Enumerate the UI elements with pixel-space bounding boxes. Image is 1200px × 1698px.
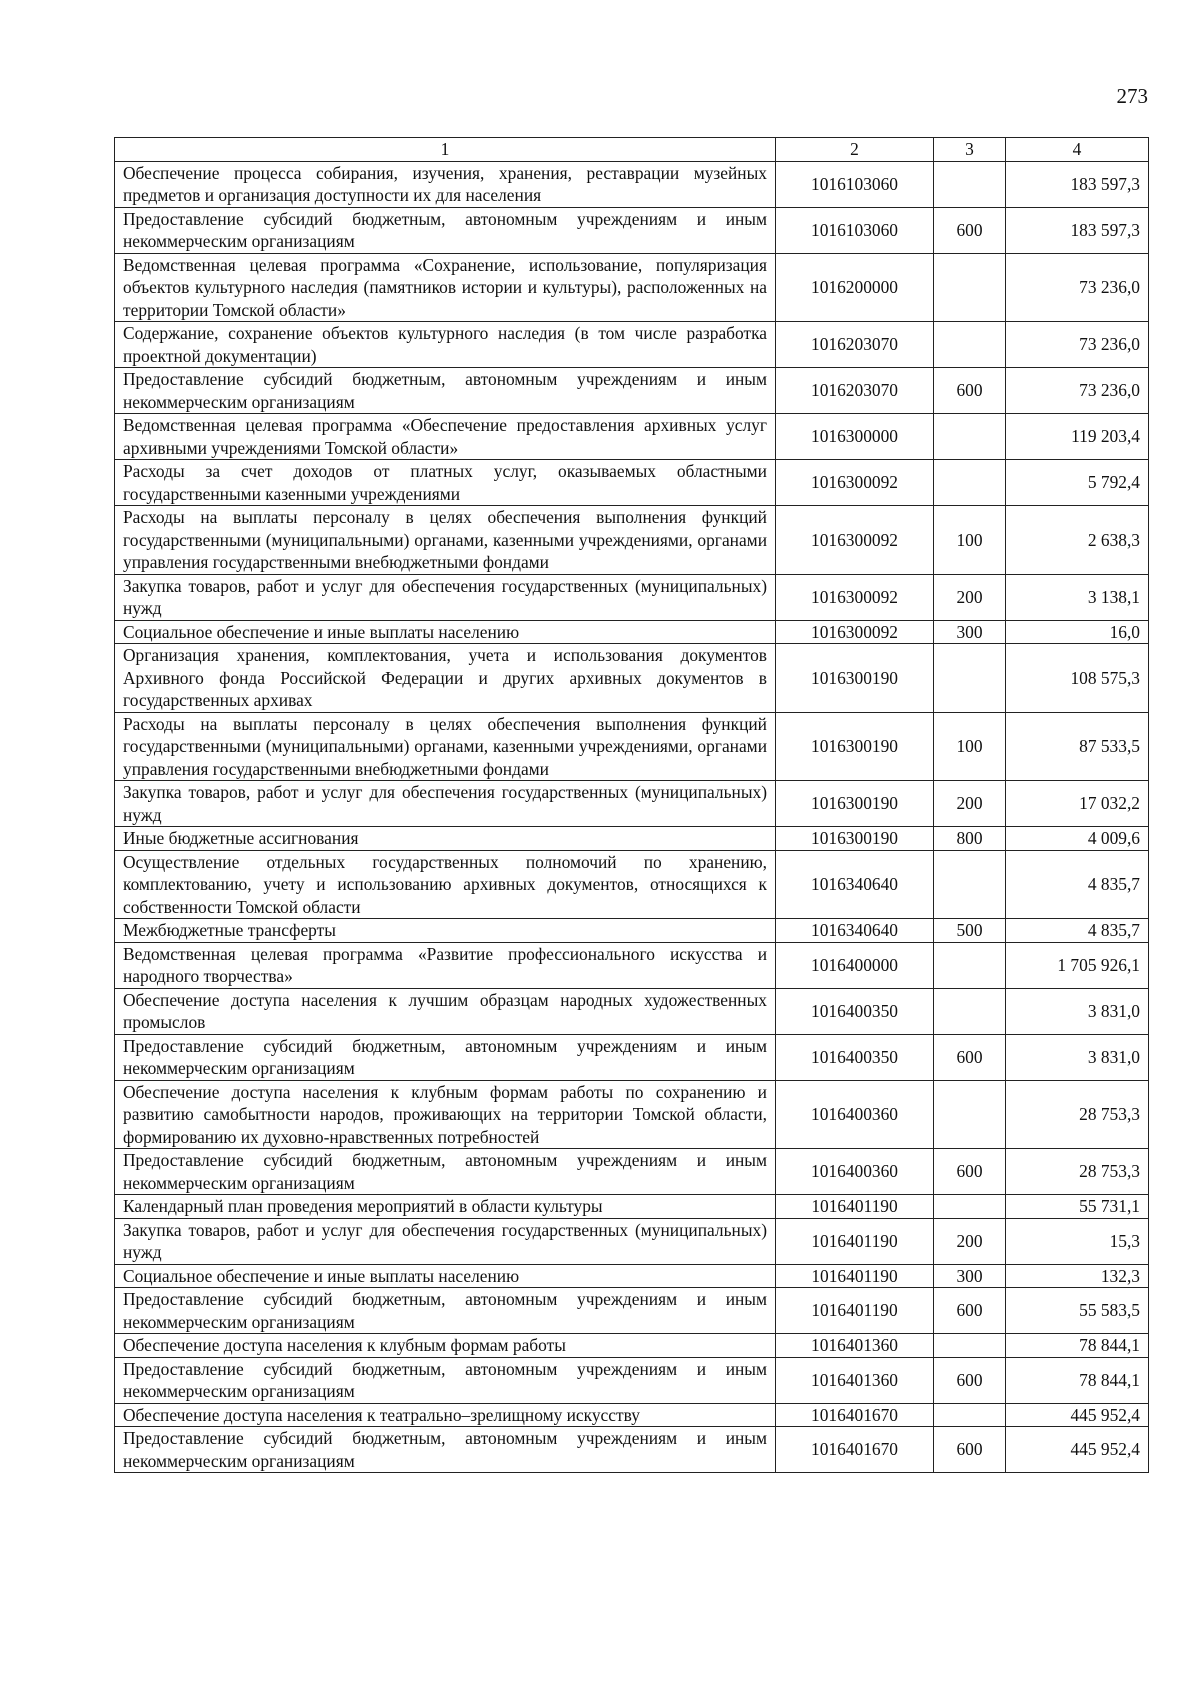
row-amount-cell: 119 203,4 [1006,414,1149,460]
row-code-cell: 1016300092 [776,620,934,644]
row-amount-cell: 108 575,3 [1006,644,1149,713]
row-amount-cell: 445 952,4 [1006,1427,1149,1473]
row-name-cell: Расходы на выплаты персоналу в целях обеспечения выполнения функций государственными (муниципальными) органами, казенными учреждениями, органами управления государственными внебюджетными фондами [115,506,776,575]
row-code-cell: 1016340640 [776,850,934,919]
row-code-cell: 1016300000 [776,414,934,460]
table-row [115,253,1149,322]
column-header-1: 1 [115,138,776,162]
row-type-cell: 600 [934,1357,1006,1403]
table-row [115,506,1149,575]
row-amount-cell: 4 835,7 [1006,919,1149,943]
row-type-cell: 300 [934,1264,1006,1288]
table-row [115,988,1149,1034]
row-code-cell: 1016300092 [776,506,934,575]
row-name-cell: Расходы за счет доходов от платных услуг, оказываемых областными государственными казенными учреждениями [115,460,776,506]
row-amount-cell: 3 831,0 [1006,988,1149,1034]
table-row [115,1288,1149,1334]
column-header-3: 3 [934,138,1006,162]
row-name-cell: Расходы на выплаты персоналу в целях обеспечения выполнения функций государственными (муниципальными) органами, казенными учреждениями, органами управления государственными внебюджетными фондами [115,712,776,781]
row-amount-cell: 1 705 926,1 [1006,942,1149,988]
row-code-cell: 1016401360 [776,1334,934,1358]
row-type-cell [934,850,1006,919]
row-code-cell: 1016203070 [776,368,934,414]
row-name-cell: Осуществление отдельных государственных полномочий по хранению, комплектованию, учету и использованию архивных документов, относящихся к собственности Томской области [115,850,776,919]
table-row [115,322,1149,368]
row-name-cell: Обеспечение доступа населения к лучшим образцам народных художественных промыслов [115,988,776,1034]
row-code-cell: 1016300190 [776,781,934,827]
table-row [115,207,1149,253]
row-name-cell: Социальное обеспечение и иные выплаты населению [115,620,776,644]
row-type-cell: 800 [934,827,1006,851]
row-name-cell: Социальное обеспечение и иные выплаты населению [115,1264,776,1288]
table-row [115,574,1149,620]
row-type-cell [934,1195,1006,1219]
row-name-cell: Содержание, сохранение объектов культурного наследия (в том числе разработка проектной документации) [115,322,776,368]
row-code-cell: 1016401190 [776,1218,934,1264]
row-type-cell [934,988,1006,1034]
row-name-cell: Предоставление субсидий бюджетным, автономным учреждениям и иным некоммерческим организациям [115,1288,776,1334]
row-name-cell: Ведомственная целевая программа «Сохранение, использование, популяризация объектов культурного наследия (памятников истории и культуры), расположенных на территории Томской области» [115,253,776,322]
row-amount-cell: 183 597,3 [1006,207,1149,253]
table-row [115,781,1149,827]
row-amount-cell: 28 753,3 [1006,1149,1149,1195]
page-number: 273 [1116,84,1148,108]
row-code-cell: 1016400360 [776,1149,934,1195]
table-row [115,919,1149,943]
row-type-cell [934,322,1006,368]
row-type-cell: 100 [934,506,1006,575]
row-amount-cell: 3 831,0 [1006,1034,1149,1080]
row-type-cell: 200 [934,574,1006,620]
column-header-2: 2 [776,138,934,162]
row-type-cell: 600 [934,1427,1006,1473]
row-code-cell: 1016401190 [776,1264,934,1288]
row-type-cell [934,1080,1006,1149]
row-name-cell: Обеспечение доступа населения к театрально–зрелищному искусству [115,1403,776,1427]
table-row [115,1034,1149,1080]
row-type-cell: 600 [934,1288,1006,1334]
row-amount-cell: 4 009,6 [1006,827,1149,851]
table-row [115,1149,1149,1195]
row-type-cell [934,253,1006,322]
table-row [115,644,1149,713]
row-name-cell: Календарный план проведения мероприятий в области культуры [115,1195,776,1219]
table-row [115,1334,1149,1358]
row-type-cell: 600 [934,368,1006,414]
table-row [115,942,1149,988]
row-type-cell [934,414,1006,460]
row-name-cell: Закупка товаров, работ и услуг для обеспечения государственных (муниципальных) нужд [115,781,776,827]
row-amount-cell: 87 533,5 [1006,712,1149,781]
row-amount-cell: 16,0 [1006,620,1149,644]
row-type-cell [934,1334,1006,1358]
row-name-cell: Предоставление субсидий бюджетным, автономным учреждениям и иным некоммерческим организациям [115,207,776,253]
row-code-cell: 1016400360 [776,1080,934,1149]
row-type-cell: 600 [934,1149,1006,1195]
table-row [115,161,1149,207]
row-code-cell: 1016300190 [776,712,934,781]
row-amount-cell: 55 731,1 [1006,1195,1149,1219]
row-code-cell: 1016400350 [776,1034,934,1080]
row-type-cell [934,460,1006,506]
row-amount-cell: 183 597,3 [1006,161,1149,207]
table-row [115,1218,1149,1264]
row-amount-cell: 445 952,4 [1006,1403,1149,1427]
table-row [115,712,1149,781]
row-code-cell: 1016340640 [776,919,934,943]
row-name-cell: Организация хранения, комплектования, учета и использования документов Архивного фонда Российской Федерации и других архивных документов в государственных архивах [115,644,776,713]
row-amount-cell: 4 835,7 [1006,850,1149,919]
row-code-cell: 1016203070 [776,322,934,368]
row-name-cell: Закупка товаров, работ и услуг для обеспечения государственных (муниципальных) нужд [115,1218,776,1264]
row-code-cell: 1016401190 [776,1288,934,1334]
row-name-cell: Иные бюджетные ассигнования [115,827,776,851]
row-amount-cell: 78 844,1 [1006,1357,1149,1403]
row-code-cell: 1016401670 [776,1427,934,1473]
table-row [115,1357,1149,1403]
row-type-cell [934,942,1006,988]
column-header-4: 4 [1006,138,1149,162]
table-row [115,1080,1149,1149]
row-amount-cell: 73 236,0 [1006,322,1149,368]
row-name-cell: Ведомственная целевая программа «Обеспечение предоставления архивных услуг архивными учреждениями Томской области» [115,414,776,460]
row-name-cell: Обеспечение процесса собирания, изучения, хранения, реставрации музейных предметов и организация доступности их для населения [115,161,776,207]
row-type-cell [934,644,1006,713]
budget-table [114,137,1149,1473]
row-name-cell: Обеспечение доступа населения к клубным формам работы [115,1334,776,1358]
row-name-cell: Ведомственная целевая программа «Развитие профессионального искусства и народного творчества» [115,942,776,988]
row-type-cell: 200 [934,1218,1006,1264]
row-code-cell: 1016300092 [776,460,934,506]
row-code-cell: 1016401360 [776,1357,934,1403]
row-amount-cell: 73 236,0 [1006,253,1149,322]
row-type-cell: 100 [934,712,1006,781]
row-code-cell: 1016400000 [776,942,934,988]
row-type-cell: 300 [934,620,1006,644]
row-type-cell [934,161,1006,207]
row-code-cell: 1016300190 [776,827,934,851]
row-amount-cell: 55 583,5 [1006,1288,1149,1334]
row-code-cell: 1016103060 [776,207,934,253]
row-type-cell [934,1403,1006,1427]
table-row [115,620,1149,644]
row-code-cell: 1016300190 [776,644,934,713]
table-row [115,1264,1149,1288]
row-code-cell: 1016300092 [776,574,934,620]
row-amount-cell: 132,3 [1006,1264,1149,1288]
table-row [115,827,1149,851]
table-row [115,1195,1149,1219]
table-row [115,414,1149,460]
table-header [115,138,1149,162]
table-body [115,161,1149,1473]
table-row [115,1427,1149,1473]
table-row [115,850,1149,919]
row-type-cell: 500 [934,919,1006,943]
row-name-cell: Предоставление субсидий бюджетным, автономным учреждениям и иным некоммерческим организациям [115,1427,776,1473]
row-code-cell: 1016400350 [776,988,934,1034]
row-code-cell: 1016401670 [776,1403,934,1427]
row-name-cell: Закупка товаров, работ и услуг для обеспечения государственных (муниципальных) нужд [115,574,776,620]
row-code-cell: 1016103060 [776,161,934,207]
row-code-cell: 1016200000 [776,253,934,322]
row-amount-cell: 3 138,1 [1006,574,1149,620]
row-name-cell: Предоставление субсидий бюджетным, автономным учреждениям и иным некоммерческим организациям [115,1357,776,1403]
row-amount-cell: 78 844,1 [1006,1334,1149,1358]
row-name-cell: Предоставление субсидий бюджетным, автономным учреждениям и иным некоммерческим организациям [115,1034,776,1080]
row-amount-cell: 2 638,3 [1006,506,1149,575]
row-code-cell: 1016401190 [776,1195,934,1219]
row-name-cell: Межбюджетные трансферты [115,919,776,943]
row-name-cell: Обеспечение доступа населения к клубным формам работы по сохранению и развитию самобытности народов, проживающих на территории Томской области, формированию их духовно-нравственных потребностей [115,1080,776,1149]
row-amount-cell: 15,3 [1006,1218,1149,1264]
row-name-cell: Предоставление субсидий бюджетным, автономным учреждениям и иным некоммерческим организациям [115,368,776,414]
row-name-cell: Предоставление субсидий бюджетным, автономным учреждениям и иным некоммерческим организациям [115,1149,776,1195]
row-amount-cell: 73 236,0 [1006,368,1149,414]
table-row [115,368,1149,414]
row-type-cell: 600 [934,207,1006,253]
row-type-cell: 200 [934,781,1006,827]
row-amount-cell: 17 032,2 [1006,781,1149,827]
row-amount-cell: 28 753,3 [1006,1080,1149,1149]
row-type-cell: 600 [934,1034,1006,1080]
table-row [115,460,1149,506]
row-amount-cell: 5 792,4 [1006,460,1149,506]
table-row [115,1403,1149,1427]
header-row [115,138,1149,162]
